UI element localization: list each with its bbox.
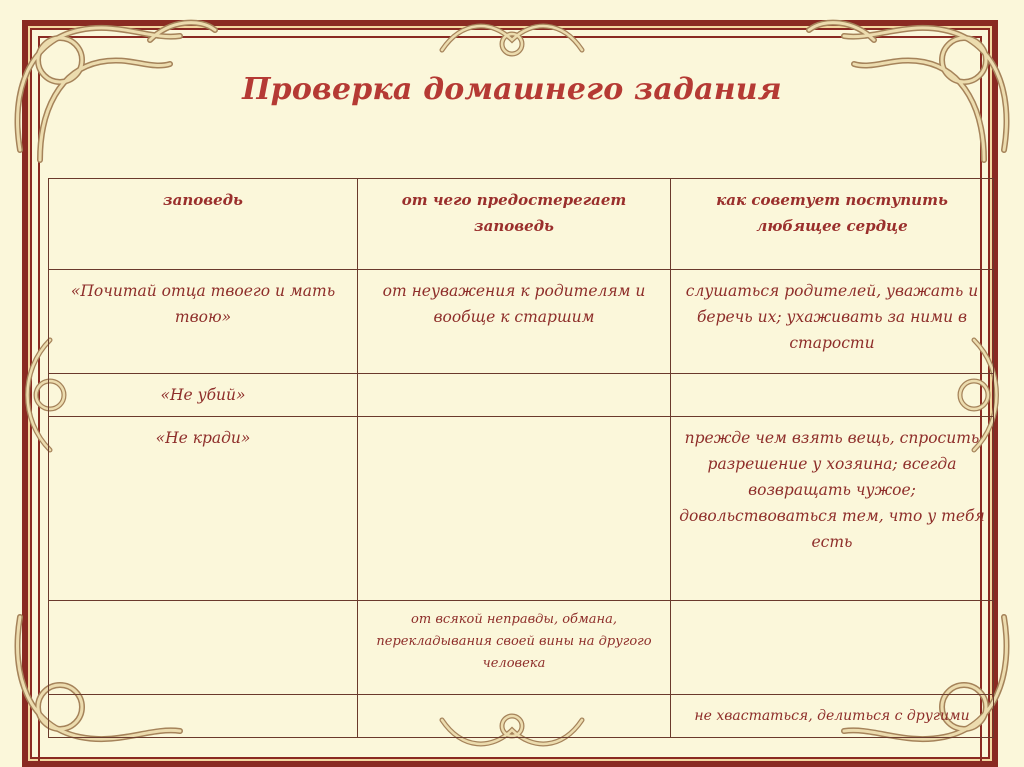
header-loving-heart-advice: как советует поступить любящее сердце <box>671 179 994 270</box>
cell-commandment <box>49 601 358 695</box>
table-row <box>49 417 994 601</box>
cell-warns <box>358 374 671 417</box>
slide-title: Проверка домашнего задания <box>242 72 782 107</box>
cell-commandment: «Почитай отца твоего и мать твою» <box>49 270 358 374</box>
cell-warns <box>358 417 671 601</box>
table-row <box>49 601 994 695</box>
table-header-row <box>49 179 994 270</box>
table-row <box>49 374 994 417</box>
commandments-table <box>48 178 994 738</box>
cell-warns: от неуважения к родителям и вообще к старшим <box>358 270 671 374</box>
table-row <box>49 270 994 374</box>
cell-advice: слушаться родителей, уважать и беречь их; ухаживать за ними в старости <box>671 270 994 374</box>
cell-warns <box>358 695 671 738</box>
cell-advice <box>671 601 994 695</box>
cell-commandment: «Не убий» <box>49 374 358 417</box>
top-center-ornament <box>432 10 592 70</box>
header-commandment: заповедь <box>49 179 358 270</box>
cell-warns: от всякой неправды, обмана, перекладывания своей вины на другого человека <box>358 601 671 695</box>
header-warns-against: от чего предостерегает заповедь <box>358 179 671 270</box>
cell-commandment: «Не кради» <box>49 417 358 601</box>
cell-advice: не хвастаться, делиться с другими <box>671 695 994 738</box>
cell-advice: прежде чем взять вещь, спросить разрешение у хозяина; всегда возвращать чужое; довольствоваться тем, что у тебя есть <box>671 417 994 601</box>
table-row <box>49 695 994 738</box>
cell-advice <box>671 374 994 417</box>
cell-commandment <box>49 695 358 738</box>
